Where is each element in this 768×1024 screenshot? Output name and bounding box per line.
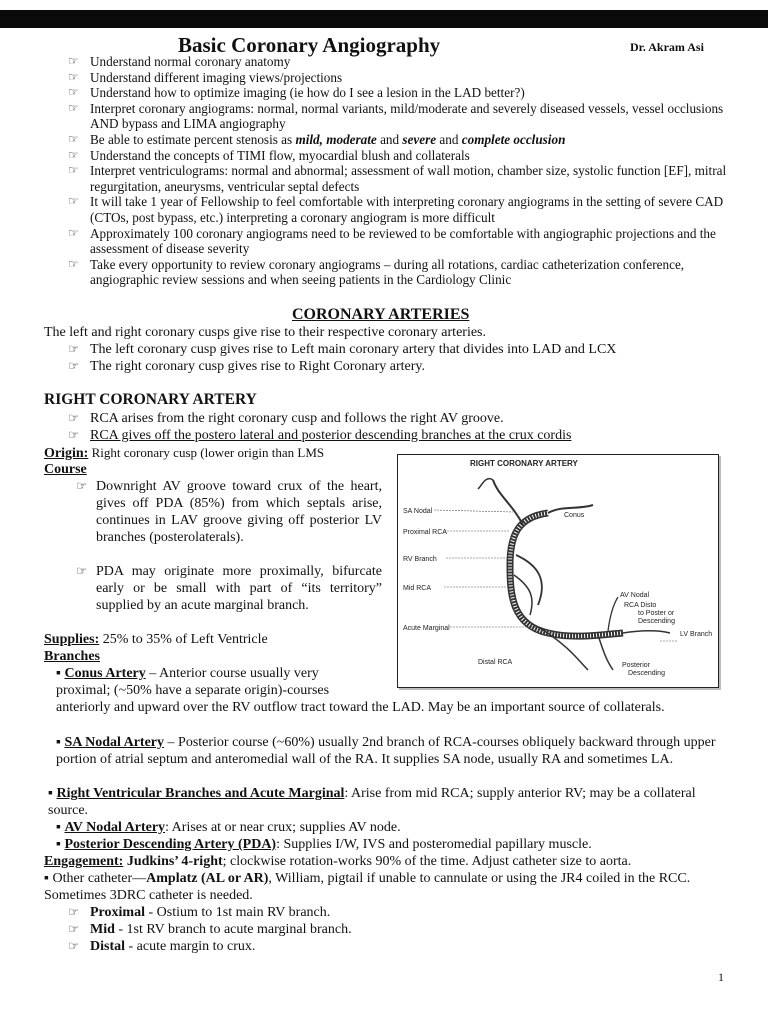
pointing-hand-icon: ☞ bbox=[68, 922, 80, 936]
supplies-line: Supplies: 25% to 35% of Left Ventricle bbox=[44, 632, 268, 647]
objective-text: Be able to estimate percent stenosis as bbox=[90, 131, 296, 147]
objective-item bbox=[68, 85, 730, 101]
objective-text: complete occlusion bbox=[461, 131, 566, 147]
square-bullet-icon: ▪ bbox=[56, 666, 65, 681]
origin-line: Origin: Right coronary cusp (lower origin than LMS bbox=[44, 445, 325, 461]
pointing-hand-icon: ☞ bbox=[68, 359, 80, 373]
branches-label: Branches bbox=[44, 649, 100, 664]
objective-text: Understand normal coronary anatomy bbox=[90, 54, 291, 69]
objective-item bbox=[68, 257, 730, 288]
label-mid-rca: Mid RCA bbox=[403, 585, 432, 592]
objective-item bbox=[68, 148, 730, 164]
objective-item bbox=[68, 226, 730, 257]
objective-item bbox=[68, 70, 730, 86]
objective-item bbox=[68, 54, 730, 70]
pointing-hand-icon: ☞ bbox=[68, 131, 79, 146]
av-nodal-line: ▪ AV Nodal Artery: Arises at or near crux; supplies AV node. bbox=[56, 820, 401, 835]
square-bullet-icon: ▪ bbox=[48, 786, 57, 801]
rca-bullet-1: ☞ RCA arises from the right coronary cusp and follows the right AV groove. bbox=[68, 411, 504, 426]
objective-text: Interpret ventriculograms: normal and abnormal; assessment of wall motion, chamber size, systolic function [EF], mitral regurgitation, aneurysms, ventricular septal defects bbox=[90, 163, 727, 194]
rca-diagram bbox=[397, 454, 719, 688]
coronary-bullet-right: ☞ The right coronary cusp gives rise to Right Coronary artery. bbox=[68, 359, 426, 374]
top-black-bar bbox=[0, 10, 768, 28]
sa-nodal-tip bbox=[478, 479, 493, 489]
objective-item bbox=[68, 194, 730, 225]
rv-branches-paragraph: ▪ Right Ventricular Branches and Acute Marginal: Arise from mid RCA; supply anterior RV; may be a collateral source. bbox=[48, 786, 696, 818]
course-bullet-2: ☞ PDA may originate more proximally, bifurcate early or be small with part of “its territory” supplied by an acute marginal branch. bbox=[76, 564, 382, 613]
objective-text: Understand how to optimize imaging (ie how do I see a lesion in the LAD better?) bbox=[90, 85, 525, 101]
rca-main-vessel bbox=[510, 513, 623, 636]
segment-distal: ☞ Distal - acute margin to crux. bbox=[68, 939, 256, 954]
label-descending: Descending bbox=[638, 618, 675, 625]
pointing-hand-icon: ☞ bbox=[68, 194, 79, 209]
objective-text: Understand different imaging views/projections bbox=[90, 69, 343, 85]
diagram-title: RIGHT CORONARY ARTERY bbox=[470, 459, 578, 468]
coronary-intro: The left and right coronary cusps give rise to their respective coronary arteries. bbox=[44, 325, 486, 340]
course-label: Course bbox=[44, 462, 87, 477]
pointing-hand-icon: ☞ bbox=[76, 564, 88, 578]
other-catheter-paragraph: ▪ Other catheter—Amplatz (AL or AR), William, pigtail if unable to cannulate or using the JR4 coiled in the RCC. Sometimes 3DRC catheter is needed. bbox=[44, 871, 691, 903]
label-to-poster: to Poster or bbox=[638, 610, 675, 617]
pointing-hand-icon: ☞ bbox=[68, 225, 79, 240]
rca-main-vessel-lumen bbox=[510, 513, 623, 636]
label-av-nodal: AV Nodal bbox=[620, 592, 650, 599]
rca-diagram-svg bbox=[398, 455, 718, 687]
objective-text: and bbox=[376, 131, 403, 147]
label-sa-nodal: SA Nodal bbox=[403, 508, 433, 515]
author-name: Dr. Akram Asi bbox=[630, 40, 704, 54]
coronary-bullet-left: ☞ The left coronary cusp gives rise to Left main coronary artery that divides into LAD and LCX bbox=[68, 342, 617, 357]
objective-text: Approximately 100 coronary angiograms need to be reviewed to be comfortable with angiographic projections and the assessment of disease severity bbox=[90, 225, 716, 257]
label-proximal-rca: Proximal RCA bbox=[403, 529, 447, 536]
coronary-arteries-heading: CORONARY ARTERIES bbox=[292, 306, 470, 323]
label-conus: Conus bbox=[564, 512, 585, 519]
objective-text: Understand the concepts of TIMI flow, myocardial blush and collaterals bbox=[90, 147, 470, 163]
segment-proximal: ☞ Proximal - Ostium to 1st main RV branch. bbox=[68, 905, 331, 920]
label-acute-marginal: Acute Marginal bbox=[403, 625, 450, 632]
objective-item bbox=[68, 132, 730, 148]
objective-text: Interpret coronary angiograms: normal, normal variants, mild/moderate and severely diseased vessels, vessel occlusions AND bypass and LIMA angiography bbox=[90, 100, 724, 132]
pointing-hand-icon: ☞ bbox=[68, 411, 80, 425]
objective-text: and bbox=[436, 131, 462, 147]
segment-mid: ☞ Mid - 1st RV branch to acute marginal branch. bbox=[68, 922, 352, 937]
sa-nodal-vessel bbox=[493, 480, 523, 525]
square-bullet-icon: ▪ bbox=[56, 837, 65, 852]
label-lv-branch: LV Branch bbox=[680, 631, 713, 638]
pda-line: ▪ Posterior Descending Artery (PDA): Supplies I/W, IVS and posteromedial papillary muscle. bbox=[56, 837, 592, 852]
objectives-list bbox=[68, 54, 730, 288]
rca-bullet-2: ☞ RCA gives off the postero lateral and posterior descending branches at the crux cordis bbox=[68, 428, 572, 443]
rca-heading: RIGHT CORONARY ARTERY bbox=[44, 391, 257, 408]
square-bullet-icon: ▪ bbox=[44, 871, 53, 886]
pointing-hand-icon: ☞ bbox=[68, 100, 79, 115]
pda-vessel bbox=[598, 635, 613, 670]
pointing-hand-icon: ☞ bbox=[68, 939, 80, 953]
av-nodal-vessel bbox=[608, 597, 618, 631]
pointing-hand-icon: ☞ bbox=[68, 54, 79, 68]
label-posterior-descending: Descending bbox=[628, 670, 665, 677]
page-number: 1 bbox=[718, 970, 724, 984]
square-bullet-icon: ▪ bbox=[56, 820, 65, 835]
pointing-hand-icon: ☞ bbox=[68, 905, 80, 919]
conus-line-2: proximal; (~50% have a separate origin)-courses bbox=[56, 683, 330, 698]
pointing-hand-icon: ☞ bbox=[68, 69, 79, 84]
pointing-hand-icon: ☞ bbox=[68, 342, 80, 356]
label-distal-rca: Distal RCA bbox=[478, 659, 513, 666]
pointing-hand-icon: ☞ bbox=[68, 256, 79, 271]
objective-text: severe bbox=[402, 131, 437, 147]
pointing-hand-icon: ☞ bbox=[68, 163, 79, 178]
objective-text: mild, moderate bbox=[295, 131, 377, 147]
label-posterior: Posterior bbox=[622, 662, 651, 669]
label-rv-branch: RV Branch bbox=[403, 556, 437, 563]
engagement-line: Engagement: Judkins’ 4-right; clockwise rotation-works 90% of the time. Adjust catheter size to aorta. bbox=[44, 854, 632, 869]
conus-line-1: ▪ Conus Artery – Anterior course usually very bbox=[56, 666, 319, 681]
objective-item bbox=[68, 163, 730, 194]
pointing-hand-icon: ☞ bbox=[68, 428, 80, 442]
pointing-hand-icon: ☞ bbox=[76, 479, 88, 493]
conus-line-3: anteriorly and upward over the RV outflow tract toward the LAD. May be an important source of collaterals. bbox=[56, 700, 665, 715]
course-bullet-1: ☞ Downright AV groove toward crux of the heart, gives off PDA (85%) from which septals arise, continues in LAV groove giving off posterior LV branches (posterolaterals). bbox=[76, 479, 382, 545]
sa-nodal-paragraph: ▪ SA Nodal Artery – Posterior course (~60%) usually 2nd branch of RCA-courses obliquely backward through upper portion of atrial septum and anteromedial wall of the RA. It supplies SA node, usually RA and sometimes LA. bbox=[56, 735, 716, 767]
pointing-hand-icon: ☞ bbox=[68, 85, 79, 100]
lv-branch-vessel bbox=[623, 631, 670, 633]
pointing-hand-icon: ☞ bbox=[68, 147, 79, 162]
document-title: Basic Coronary Angiography bbox=[178, 33, 441, 57]
objective-item bbox=[68, 101, 730, 132]
square-bullet-icon: ▪ bbox=[56, 735, 65, 750]
label-rca-distal: RCA Disto bbox=[624, 602, 657, 609]
objective-text: It will take 1 year of Fellowship to feel comfortable with interpreting coronary angiograms in the setting of severe CAD (CTOs, post bypass, etc.) interpreting a coronary angiogram is more difficult bbox=[90, 194, 724, 225]
objective-text: Take every opportunity to review coronary angiograms – during all rotations, cardiac catheterization conference, angiographic review sessions and when seeing patients in the Cardiology Clinic bbox=[90, 256, 685, 288]
